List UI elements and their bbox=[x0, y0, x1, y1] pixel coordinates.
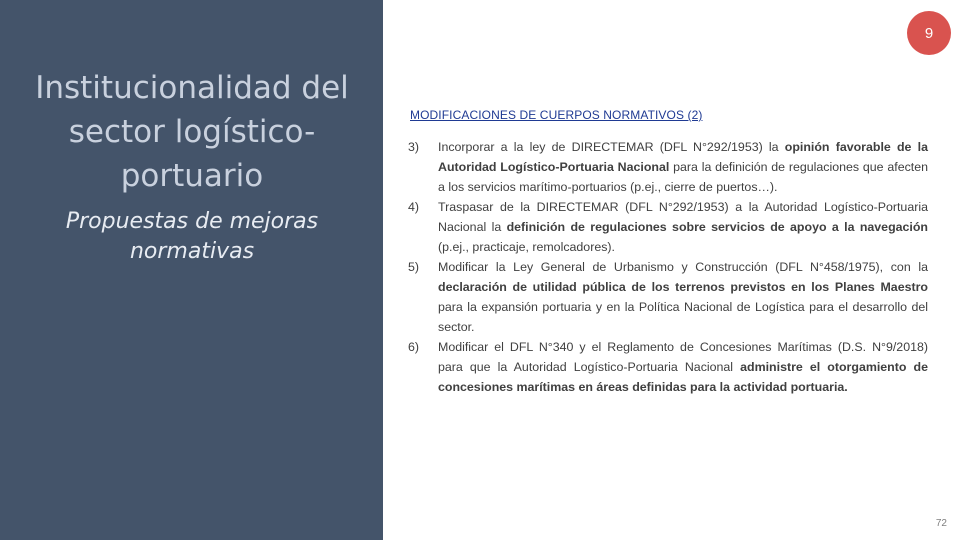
page-number: 72 bbox=[935, 518, 947, 529]
left-panel bbox=[0, 0, 383, 540]
list-item bbox=[408, 337, 928, 397]
item-text-part: Traspasar de la DIRECTEMAR (DFL N°292/1953) a la Autoridad Logístico-Portuaria Nacional la bbox=[438, 200, 928, 234]
slide-title: Institucionalidad del sector logístico-portuario bbox=[35, 70, 349, 194]
proposal-list bbox=[408, 137, 928, 397]
item-text-emphasis: opinión favorable de la Autoridad Logístico-Portuaria Nacional bbox=[438, 140, 928, 174]
item-text-part: Incorporar a la ley de DIRECTEMAR (DFL N°292/1953) la bbox=[438, 140, 785, 154]
list-item bbox=[408, 257, 928, 337]
item-text-part: Modificar el DFL N°340 y el Reglamento de Concesiones Marítimas (D.S. N°9/2018) para que la Autoridad Logístico-Portuaria Nacional bbox=[438, 340, 928, 374]
item-text bbox=[438, 197, 928, 257]
item-text bbox=[438, 337, 928, 397]
item-text-part: para la expansión portuaria y en la Política Nacional de Logística para el desarrollo del sector. bbox=[438, 300, 928, 334]
item-text bbox=[438, 257, 928, 337]
item-number: 6) bbox=[408, 340, 420, 354]
item-text-part: (p.ej., practicaje, remolcadores). bbox=[438, 240, 615, 254]
item-number: 3) bbox=[408, 140, 420, 154]
list-item bbox=[408, 137, 928, 197]
item-number: 5) bbox=[408, 260, 420, 274]
item-text-emphasis: definición de regulaciones sobre servicios de apoyo a la navegación bbox=[506, 220, 928, 234]
item-text-emphasis: administre el otorgamiento de concesiones marítimas en áreas definidas para la actividad portuaria. bbox=[438, 360, 928, 394]
item-text-part: para la definición de regulaciones que afecten a los servicios marítimo-portuarios (p.ej., cierre de puertos…). bbox=[438, 160, 928, 194]
slide-subtitle: Propuestas de mejoras normativas bbox=[65, 209, 319, 264]
section-heading: MODIFICACIONES DE CUERPOS NORMATIVOS (2) bbox=[410, 108, 703, 122]
page-badge: 9 bbox=[907, 11, 951, 55]
item-text-part: Modificar la Ley General de Urbanismo y Construcción (DFL N°458/1975), con la bbox=[438, 260, 928, 274]
item-text bbox=[438, 137, 928, 197]
list-item bbox=[408, 197, 928, 257]
item-text-emphasis: declaración de utilidad pública de los terrenos previstos en los Planes Maestro bbox=[438, 280, 928, 294]
item-number: 4) bbox=[408, 200, 420, 214]
